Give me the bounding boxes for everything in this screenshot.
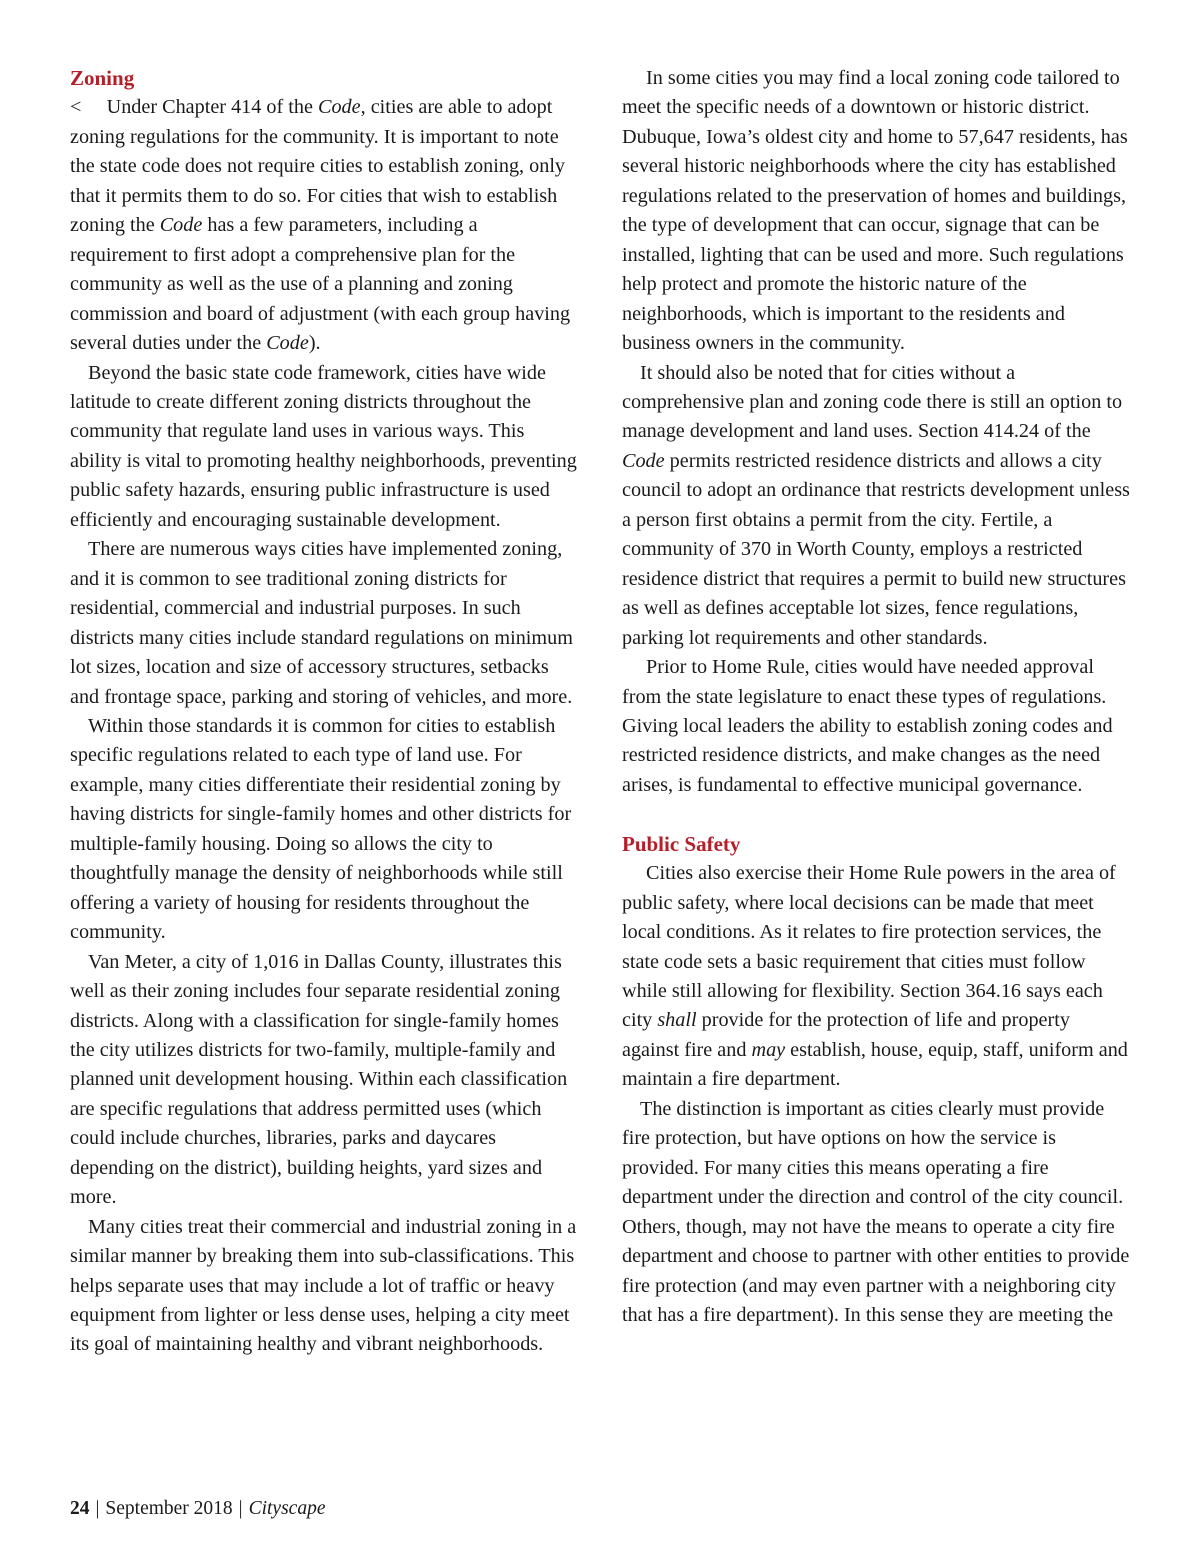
zoning-paragraph-6: Many cities treat their commercial and industrial zoning in a similar manner by breaking them into sub-classifications. This helps separate uses that may include a lot of traffic or heavy equipment from lighter or less dense uses, helping a city meet its goal of maintaining healthy and vibrant neighborhoods. (70, 1215, 577, 1356)
section-heading-public-safety: Public Safety (622, 831, 741, 856)
zoning-paragraph-1: < Under Chapter 414 of the Code, cities are able to adopt zoning regulations for the community. It is important to note the state code does not require cities to establish zoning, only that it permits them to do so. For cities that wish to establish zoning the Code has a few parameters, including a requirement to first adopt a comprehensive plan for the community as well as the use of a planning and zoning commission and board of adjustment (with each group having several duties under the Code). (70, 96, 571, 355)
zoning-paragraph-3: There are numerous ways cities have implemented zoning, and it is common to see traditional zoning districts for residential, commercial and industrial purposes. In such districts many cities include standard regulations on minimum lot sizes, location and size of accessory structures, setbacks and frontage space, parking and storing of vehicles, and more. (70, 538, 573, 708)
footer-separator: | (238, 1498, 243, 1519)
issue-date: September 2018 (105, 1498, 233, 1519)
page-number: 24 (70, 1498, 90, 1519)
zoning-paragraph-5: Van Meter, a city of 1,016 in Dallas County, illustrates this well as their zoning includes four separate residential zoning districts. Along with a classification for single-family homes the city utilizes districts for two-family, multiple-family and planned unit development housing. Within each classification are specific regulations that address permitted uses (which could include churches, libraries, parks and daycares depending on the district), building heights, yard sizes and more. (70, 950, 568, 1209)
zoning-paragraph-7: In some cities you may find a local zoning code tailored to meet the specific needs of a downtown or historic district. Dubuque, Iowa’s oldest city and home to 57,647 residents, has several historic neighborhoods where the city has established regulations related to the preservation of homes and buildings, the type of development that can occur, signage that can be installed, lighting that can be used and more. Such regulations help protect and promote the historic nature of the neighborhoods, which is important to the residents and business owners in the community. (622, 67, 1128, 355)
left-column (70, 64, 580, 1360)
zoning-paragraph-9: Prior to Home Rule, cities would have needed approval from the state legislature to enact these types of regulations. Giving local leaders the ability to establish zoning codes and restricted residence districts, and make changes as the need arises, is fundamental to effective municipal governance. (622, 656, 1113, 796)
publication-name: Cityscape (248, 1498, 326, 1519)
page-footer (70, 1496, 325, 1522)
zoning-paragraph-8: It should also be noted that for cities without a comprehensive plan and zoning code there is still an option to manage development and land uses. Section 414.24 of the Code permits restricted residence districts and allows a city council to adopt an ordinance that restricts development unless a person first obtains a permit from the city. Fertile, a community of 370 in Worth County, employs a restricted residence district that requires a permit to build new structures as well as defines acceptable lot sizes, fence regulations, parking lot requirements and other standards. (622, 361, 1130, 649)
footer-separator: | (95, 1498, 100, 1519)
bullet-marker: < (70, 96, 82, 119)
right-column (622, 64, 1130, 1330)
section-heading-zoning: Zoning (70, 66, 135, 90)
public-safety-paragraph-1: Cities also exercise their Home Rule powers in the area of public safety, where local decisions can be made that meet local conditions. As it relates to fire protection services, the state code sets a basic requirement that cities must follow while still allowing for flexibility. Section 364.16 says each city shall provide for the protection of life and property against fire and may establish, house, equip, staff, uniform and maintain a fire department. (622, 862, 1128, 1091)
public-safety-paragraph-2: The distinction is important as cities clearly must provide fire protection, but have options on how the service is provided. For many cities this means operating a fire department under the direction and control of the city council. Others, though, may not have the means to operate a city fire department and choose to partner with other entities to provide fire protection (and may even partner with a neighboring city that has a fire department). In this sense they are meeting the (622, 1097, 1130, 1327)
section-spacer (622, 800, 1130, 829)
zoning-paragraph-2: Beyond the basic state code framework, cities have wide latitude to create different zoning districts throughout the community that regulate land uses in various ways. This ability is vital to promoting healthy neighborhoods, preventing public safety hazards, ensuring public infrastructure is used efficiently and encouraging sustainable development. (70, 361, 577, 531)
zoning-paragraph-4: Within those standards it is common for cities to establish specific regulations related to each type of land use. For example, many cities differentiate their residential zoning by having districts for single-family homes and other districts for multiple-family housing. Doing so allows the city to thoughtfully manage the density of neighborhoods while still offering a variety of housing for residents throughout the community. (70, 714, 572, 944)
